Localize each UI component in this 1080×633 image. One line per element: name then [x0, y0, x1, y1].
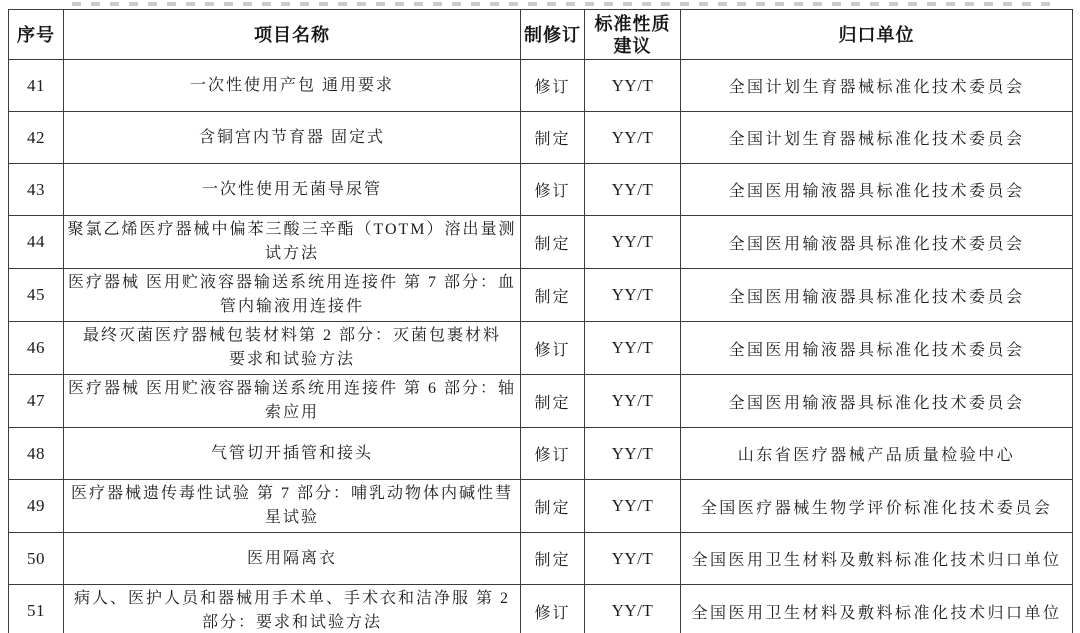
cell-index: 44 [9, 216, 64, 269]
table-row [9, 322, 1073, 375]
cell-responsible-unit: 全国计划生育器械标准化技术委员会 [681, 112, 1073, 164]
cell-responsible-unit: 全国医用输液器具标准化技术委员会 [681, 164, 1073, 216]
header-project-name: 项目名称 [64, 10, 521, 60]
cell-revision: 修订 [521, 585, 585, 633]
cell-responsible-unit: 全国医用卫生材料及敷料标准化技术归口单位 [681, 585, 1073, 633]
cell-responsible-unit: 全国医用输液器具标准化技术委员会 [681, 269, 1073, 322]
cell-revision: 制定 [521, 480, 585, 533]
cell-index: 50 [9, 533, 64, 585]
cell-standard-nature: YY/T [585, 269, 681, 322]
cell-project-name: 医疗器械 医用贮液容器输送系统用连接件 第 7 部分：血管内输液用连接件 [64, 269, 521, 322]
cell-standard-nature: YY/T [585, 585, 681, 633]
cell-standard-nature: YY/T [585, 480, 681, 533]
cell-revision: 制定 [521, 375, 585, 428]
cell-index: 51 [9, 585, 64, 633]
cell-revision: 制定 [521, 216, 585, 269]
cell-project-name: 气管切开插管和接头 [64, 428, 521, 480]
standards-project-table [8, 9, 1073, 633]
cell-standard-nature: YY/T [585, 375, 681, 428]
cell-standard-nature: YY/T [585, 533, 681, 585]
cell-standard-nature: YY/T [585, 216, 681, 269]
cell-project-name: 聚氯乙烯医疗器械中偏苯三酸三辛酯（TOTM）溶出量测试方法 [64, 216, 521, 269]
cell-index: 49 [9, 480, 64, 533]
cell-index: 48 [9, 428, 64, 480]
cell-project-name: 最终灭菌医疗器械包装材料第 2 部分：灭菌包裹材料 要求和试验方法 [64, 322, 521, 375]
table-row [9, 480, 1073, 533]
cell-responsible-unit: 山东省医疗器械产品质量检验中心 [681, 428, 1073, 480]
cell-standard-nature: YY/T [585, 164, 681, 216]
cell-standard-nature: YY/T [585, 322, 681, 375]
cell-revision: 制定 [521, 112, 585, 164]
cell-responsible-unit: 全国计划生育器械标准化技术委员会 [681, 60, 1073, 112]
table-row [9, 112, 1073, 164]
cell-index: 47 [9, 375, 64, 428]
cell-revision: 制定 [521, 533, 585, 585]
cell-index: 46 [9, 322, 64, 375]
cell-standard-nature: YY/T [585, 428, 681, 480]
clipped-text-remnant-top [72, 2, 1057, 6]
cell-responsible-unit: 全国医用输液器具标准化技术委员会 [681, 216, 1073, 269]
cell-revision: 修订 [521, 164, 585, 216]
cell-revision: 修订 [521, 60, 585, 112]
cell-index: 42 [9, 112, 64, 164]
header-standard-nature-line2: 建议 [613, 35, 652, 56]
cell-project-name: 一次性使用无菌导尿管 [64, 164, 521, 216]
cell-index: 41 [9, 60, 64, 112]
cell-responsible-unit: 全国医用输液器具标准化技术委员会 [681, 322, 1073, 375]
cell-project-name: 一次性使用产包 通用要求 [64, 60, 521, 112]
cell-project-name: 含铜宫内节育器 固定式 [64, 112, 521, 164]
header-standard-nature [585, 10, 681, 60]
table-header-row [9, 10, 1073, 60]
header-responsible-unit: 归口单位 [681, 10, 1073, 60]
cell-revision: 制定 [521, 269, 585, 322]
cell-responsible-unit: 全国医用输液器具标准化技术委员会 [681, 375, 1073, 428]
cell-responsible-unit: 全国医用卫生材料及敷料标准化技术归口单位 [681, 533, 1073, 585]
table-row [9, 375, 1073, 428]
table-row [9, 428, 1073, 480]
header-revision: 制修订 [521, 10, 585, 60]
table-row [9, 164, 1073, 216]
header-standard-nature-line1: 标准性质 [594, 13, 671, 34]
cell-standard-nature: YY/T [585, 60, 681, 112]
cell-project-name: 病人、医护人员和器械用手术单、手术衣和洁净服 第 2 部分：要求和试验方法 [64, 585, 521, 633]
cell-revision: 修订 [521, 322, 585, 375]
cell-standard-nature: YY/T [585, 112, 681, 164]
cell-project-name: 医疗器械 医用贮液容器输送系统用连接件 第 6 部分：轴索应用 [64, 375, 521, 428]
table-row [9, 533, 1073, 585]
table-row [9, 60, 1073, 112]
table-row [9, 269, 1073, 322]
header-index: 序号 [9, 10, 64, 60]
cell-project-name: 医疗器械遗传毒性试验 第 7 部分：哺乳动物体内碱性彗星试验 [64, 480, 521, 533]
cell-index: 45 [9, 269, 64, 322]
table-row [9, 585, 1073, 633]
cell-project-name: 医用隔离衣 [64, 533, 521, 585]
cell-index: 43 [9, 164, 64, 216]
cell-responsible-unit: 全国医疗器械生物学评价标准化技术委员会 [681, 480, 1073, 533]
table-row [9, 216, 1073, 269]
cell-revision: 修订 [521, 428, 585, 480]
